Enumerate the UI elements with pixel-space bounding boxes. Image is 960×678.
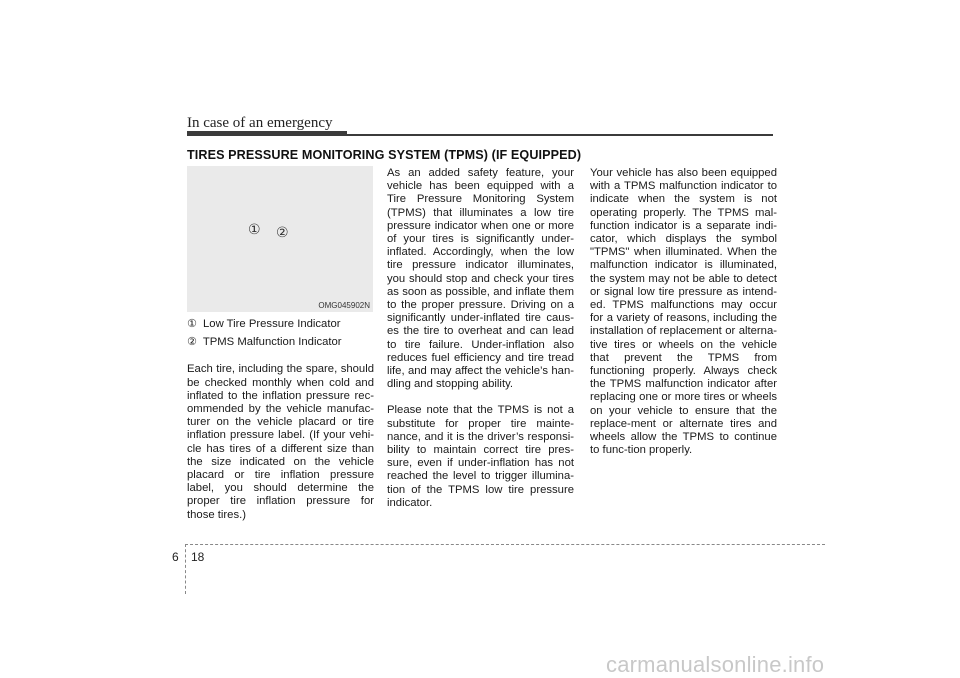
chapter-number: 6 <box>172 550 179 564</box>
figure-marker-1: ① <box>248 221 261 237</box>
column-2 <box>387 167 574 523</box>
figure-marker-2: ② <box>276 224 289 240</box>
paragraph: Please note that the TPMS is not a substitute for proper tire mainte-nance, and it is the driver’s responsi-bility to maintain correct tire pres-sure, even if under-inflation has not reached the level to trigger illumina-tion of the TPMS low tire pressure indicator. <box>387 404 574 509</box>
page-number: 18 <box>191 550 205 564</box>
column-3 <box>590 167 777 470</box>
column-1 <box>187 318 374 535</box>
watermark: carmanualsonline.info <box>606 652 825 677</box>
footer-divider <box>185 544 825 545</box>
figure-code: OMG045902N <box>318 301 370 310</box>
header-rule <box>347 134 773 136</box>
legend-number: ① <box>187 318 197 330</box>
paragraph: As an added safety feature, your vehicle has been equipped with a Tire Pressure Monitoring System (TPMS) that illuminates a low tire pressure indicator when one or more of your tires is significantly under-inflated. Accordingly, when the low tire pressure indicator illuminates, you should stop and check your tires as soon as possible, and inflate them to the proper pressure. Driving on a significantly under-inflated tire caus-es the tire to overheat and can lead to tire failure. Under-inflation also reduces fuel efficiency and tire tread life, and may affect the vehicle’s han-dling and stopping ability. <box>387 167 574 391</box>
footer-vertical-divider <box>185 544 186 594</box>
paragraph: Your vehicle has also been equipped with a TPMS malfunction indicator to indicate when the system is not operating properly. The TPMS mal-function indicator is a separate indi-cator, which displays the symbol "TPMS" when illuminated. When the malfunction indicator is illuminated, the system may not be able to detect or signal low tire pressure as intend-ed. TPMS malfunctions may occur for a variety of reasons, including the installation of replacement or alterna-tive tires or wheels on the vehicle that prevent the TPMS from functioning properly. Always check the TPMS malfunction indicator after replacing one or more tires or wheels on your vehicle to ensure that the replace-ment or alternate tires and wheels allow the TPMS to continue to func-tion properly. <box>590 167 777 457</box>
legend-label: Low Tire Pressure Indicator <box>203 318 341 330</box>
header-bar <box>187 131 347 136</box>
legend-label: TPMS Malfunction Indicator <box>202 336 342 349</box>
page-header-title: In case of an emergency <box>187 115 333 131</box>
legend-item <box>187 318 374 331</box>
tpms-illustration <box>187 166 373 312</box>
paragraph: Each tire, including the spare, should be checked monthly when cold and inflated to the inflation pressure rec-ommended by the vehicle manufac-turer on the vehicle placard or tire inflation pressure label. (If your vehi-cle has tires of a different size than the size indicated on the vehicle placard or tire inflation pressure label, you should determine the proper tire inflation pressure for those tires.) <box>187 363 374 521</box>
legend-item <box>187 336 374 349</box>
legend-number: ② <box>187 336 197 349</box>
section-heading: TIRES PRESSURE MONITORING SYSTEM (TPMS) (IF EQUIPPED) <box>187 148 582 162</box>
